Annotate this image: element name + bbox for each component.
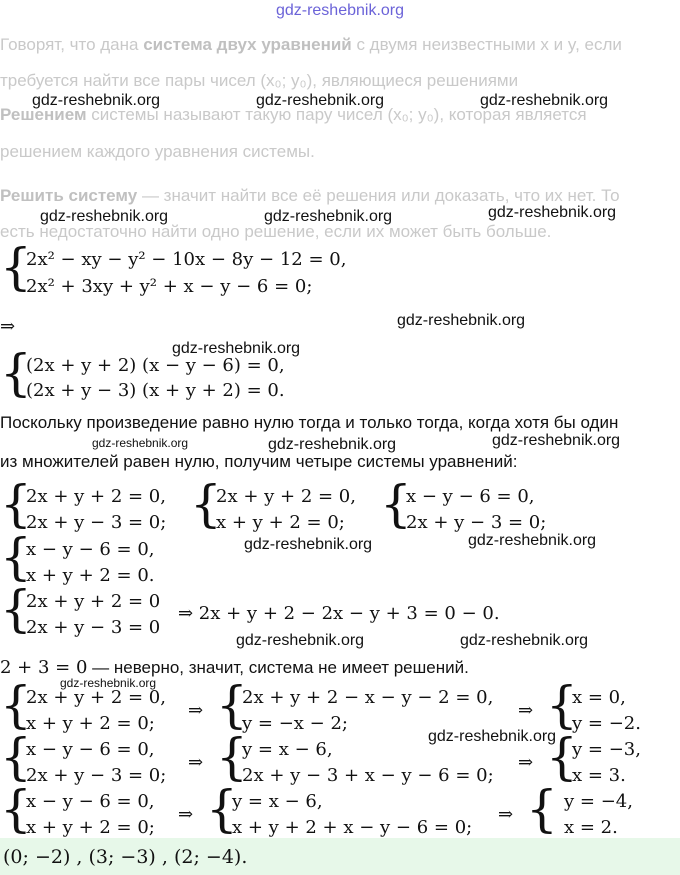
brace-icon: {	[0, 475, 32, 533]
brace-icon: {	[0, 780, 32, 838]
system-e-eq-1: 2x + y + 2 = 0	[26, 591, 161, 612]
solve-3-step-1: y = x − 6,	[232, 791, 323, 812]
brace-icon: {	[526, 780, 558, 838]
system-c-eq-2: 2x + y − 3 = 0;	[406, 512, 547, 533]
brace-icon: {	[190, 475, 222, 533]
watermark-text: gdz-reshebnik.org	[460, 632, 589, 649]
watermark-text: gdz-reshebnik.org	[32, 92, 161, 109]
system-2-eq-2: (2x + y − 3) (x + y + 2) = 0.	[26, 380, 285, 401]
solve-2-step-1: y = x − 6,	[242, 739, 333, 760]
system-a-eq-1: 2x + y + 2 = 0,	[26, 486, 166, 507]
implies-arrow: ⇒	[0, 316, 16, 337]
system-d-eq-2: x + y + 2 = 0.	[26, 565, 155, 586]
brace-icon: {	[546, 728, 578, 786]
solve-1-eq-2: x + y + 2 = 0;	[26, 713, 155, 734]
watermark-text: gdz-reshebnik.org	[397, 312, 526, 329]
solve-1-eq-1: 2x + y + 2 = 0,	[26, 687, 166, 708]
brace-icon: {	[0, 528, 32, 586]
watermark-text: gdz-reshebnik.org	[40, 208, 169, 225]
solve-3-y: y = −4,	[564, 791, 633, 812]
watermark-text: gdz-reshebnik.org	[244, 536, 373, 553]
watermark-text: gdz-reshebnik.org	[264, 208, 393, 225]
watermark-text: gdz-reshebnik.org	[480, 92, 609, 109]
brace-icon: {	[0, 728, 32, 786]
solve-2-y: y = −3,	[572, 739, 641, 760]
solve-3-x: x = 2.	[564, 817, 618, 838]
watermark-text: gdz-reshebnik.org	[492, 432, 621, 449]
explanation-line-2: из множителей равен нулю, получим четыре системы уравнений:	[0, 452, 518, 471]
watermark-text: gdz-reshebnik.org	[92, 436, 189, 450]
implies-arrow: ⇒	[178, 804, 194, 825]
implies-arrow: ⇒	[518, 700, 534, 721]
intro-line-2: требуется найти все пары чисел (x₀; y₀), являющиеся решениями	[0, 71, 519, 90]
solve-3-step-2: x + y + 2 + x − y − 6 = 0;	[232, 817, 473, 838]
solve-3-eq-1: x − y − 6 = 0,	[26, 791, 155, 812]
contradiction-conclusion: 2 + 3 = 0 — неверно, значит, система не имеет решений.	[0, 657, 469, 678]
solve-3-eq-2: x + y + 2 = 0;	[26, 817, 155, 838]
implies-arrow: ⇒	[518, 752, 534, 773]
implies-arrow: ⇒	[188, 752, 204, 773]
brace-icon: {	[0, 344, 32, 402]
solve-1-step-2: y = −x − 2;	[242, 713, 348, 734]
watermark-text: gdz-reshebnik.org	[268, 436, 397, 453]
watermark-text: gdz-reshebnik.org	[468, 532, 597, 549]
intro-line-1: Говорят, что дана система двух уравнений с двумя неизвестными x и y, если	[0, 35, 622, 54]
system-1-eq-2: 2x² + 3xy + y² + x − y − 6 = 0;	[26, 276, 313, 297]
watermark-text: gdz-reshebnik.org	[60, 676, 157, 690]
solve-1-y: y = −2.	[572, 713, 641, 734]
watermark-text: gdz-reshebnik.org	[488, 204, 617, 221]
implies-arrow: ⇒	[498, 804, 514, 825]
system-e-eq-2: 2x + y − 3 = 0	[26, 617, 161, 638]
system-b-eq-2: x + y + 2 = 0;	[216, 512, 345, 533]
brace-icon: {	[0, 676, 32, 734]
solve-2-eq-1: x − y − 6 = 0,	[26, 739, 155, 760]
explanation-line-1: Поскольку произведение равно нулю тогда и только тогда, когда хотя бы один	[0, 413, 619, 432]
system-b-eq-1: 2x + y + 2 = 0,	[216, 486, 356, 507]
solve-1-x: x = 0,	[572, 687, 626, 708]
brace-icon: {	[0, 580, 32, 638]
brace-icon: {	[216, 676, 248, 734]
brace-icon: {	[216, 728, 248, 786]
brace-icon: {	[380, 475, 412, 533]
solve-2-eq-2: 2x + y − 3 = 0;	[26, 765, 167, 786]
solve-2-x: x = 3.	[572, 765, 626, 786]
system-1-eq-1: 2x² − xy − y² − 10x − 8y − 12 = 0,	[26, 249, 347, 270]
watermark-text: gdz-reshebnik.org	[236, 632, 365, 649]
system-2-eq-1: (2x + y + 2) (x − y − 6) = 0,	[26, 355, 285, 376]
top-watermark[interactable]: gdz-reshebnik.org	[275, 2, 405, 19]
intro-line-4: решением каждого уравнения системы.	[0, 142, 315, 161]
answer-text: (0; −2) , (3; −3) , (2; −4).	[3, 846, 248, 868]
system-d-eq-1: x − y − 6 = 0,	[26, 539, 155, 560]
solve-2-step-2: 2x + y − 3 + x − y − 6 = 0;	[242, 765, 494, 786]
contradiction-result: ⇒ 2x + y + 2 − 2x − y + 3 = 0 − 0.	[178, 603, 500, 624]
system-c-eq-1: x − y − 6 = 0,	[406, 486, 535, 507]
intro-line-3: Решением системы называют такую пару чисел (x₀; y₀), которая является	[0, 105, 587, 124]
intro-line-6: есть недостаточно найти одно решение, если их может быть больше.	[0, 222, 552, 241]
implies-arrow: ⇒	[188, 700, 204, 721]
brace-icon: {	[546, 676, 578, 734]
system-a-eq-2: 2x + y − 3 = 0;	[26, 512, 167, 533]
watermark-text: gdz-reshebnik.org	[172, 340, 301, 357]
brace-icon: {	[0, 238, 32, 296]
watermark-text: gdz-reshebnik.org	[256, 92, 385, 109]
watermark-text: gdz-reshebnik.org	[428, 728, 557, 745]
brace-icon: {	[206, 780, 238, 838]
solve-1-step-1: 2x + y + 2 − x − y − 2 = 0,	[242, 687, 494, 708]
intro-line-5: Решить систему — значит найти все её решения или доказать, что их нет. То	[0, 186, 620, 205]
